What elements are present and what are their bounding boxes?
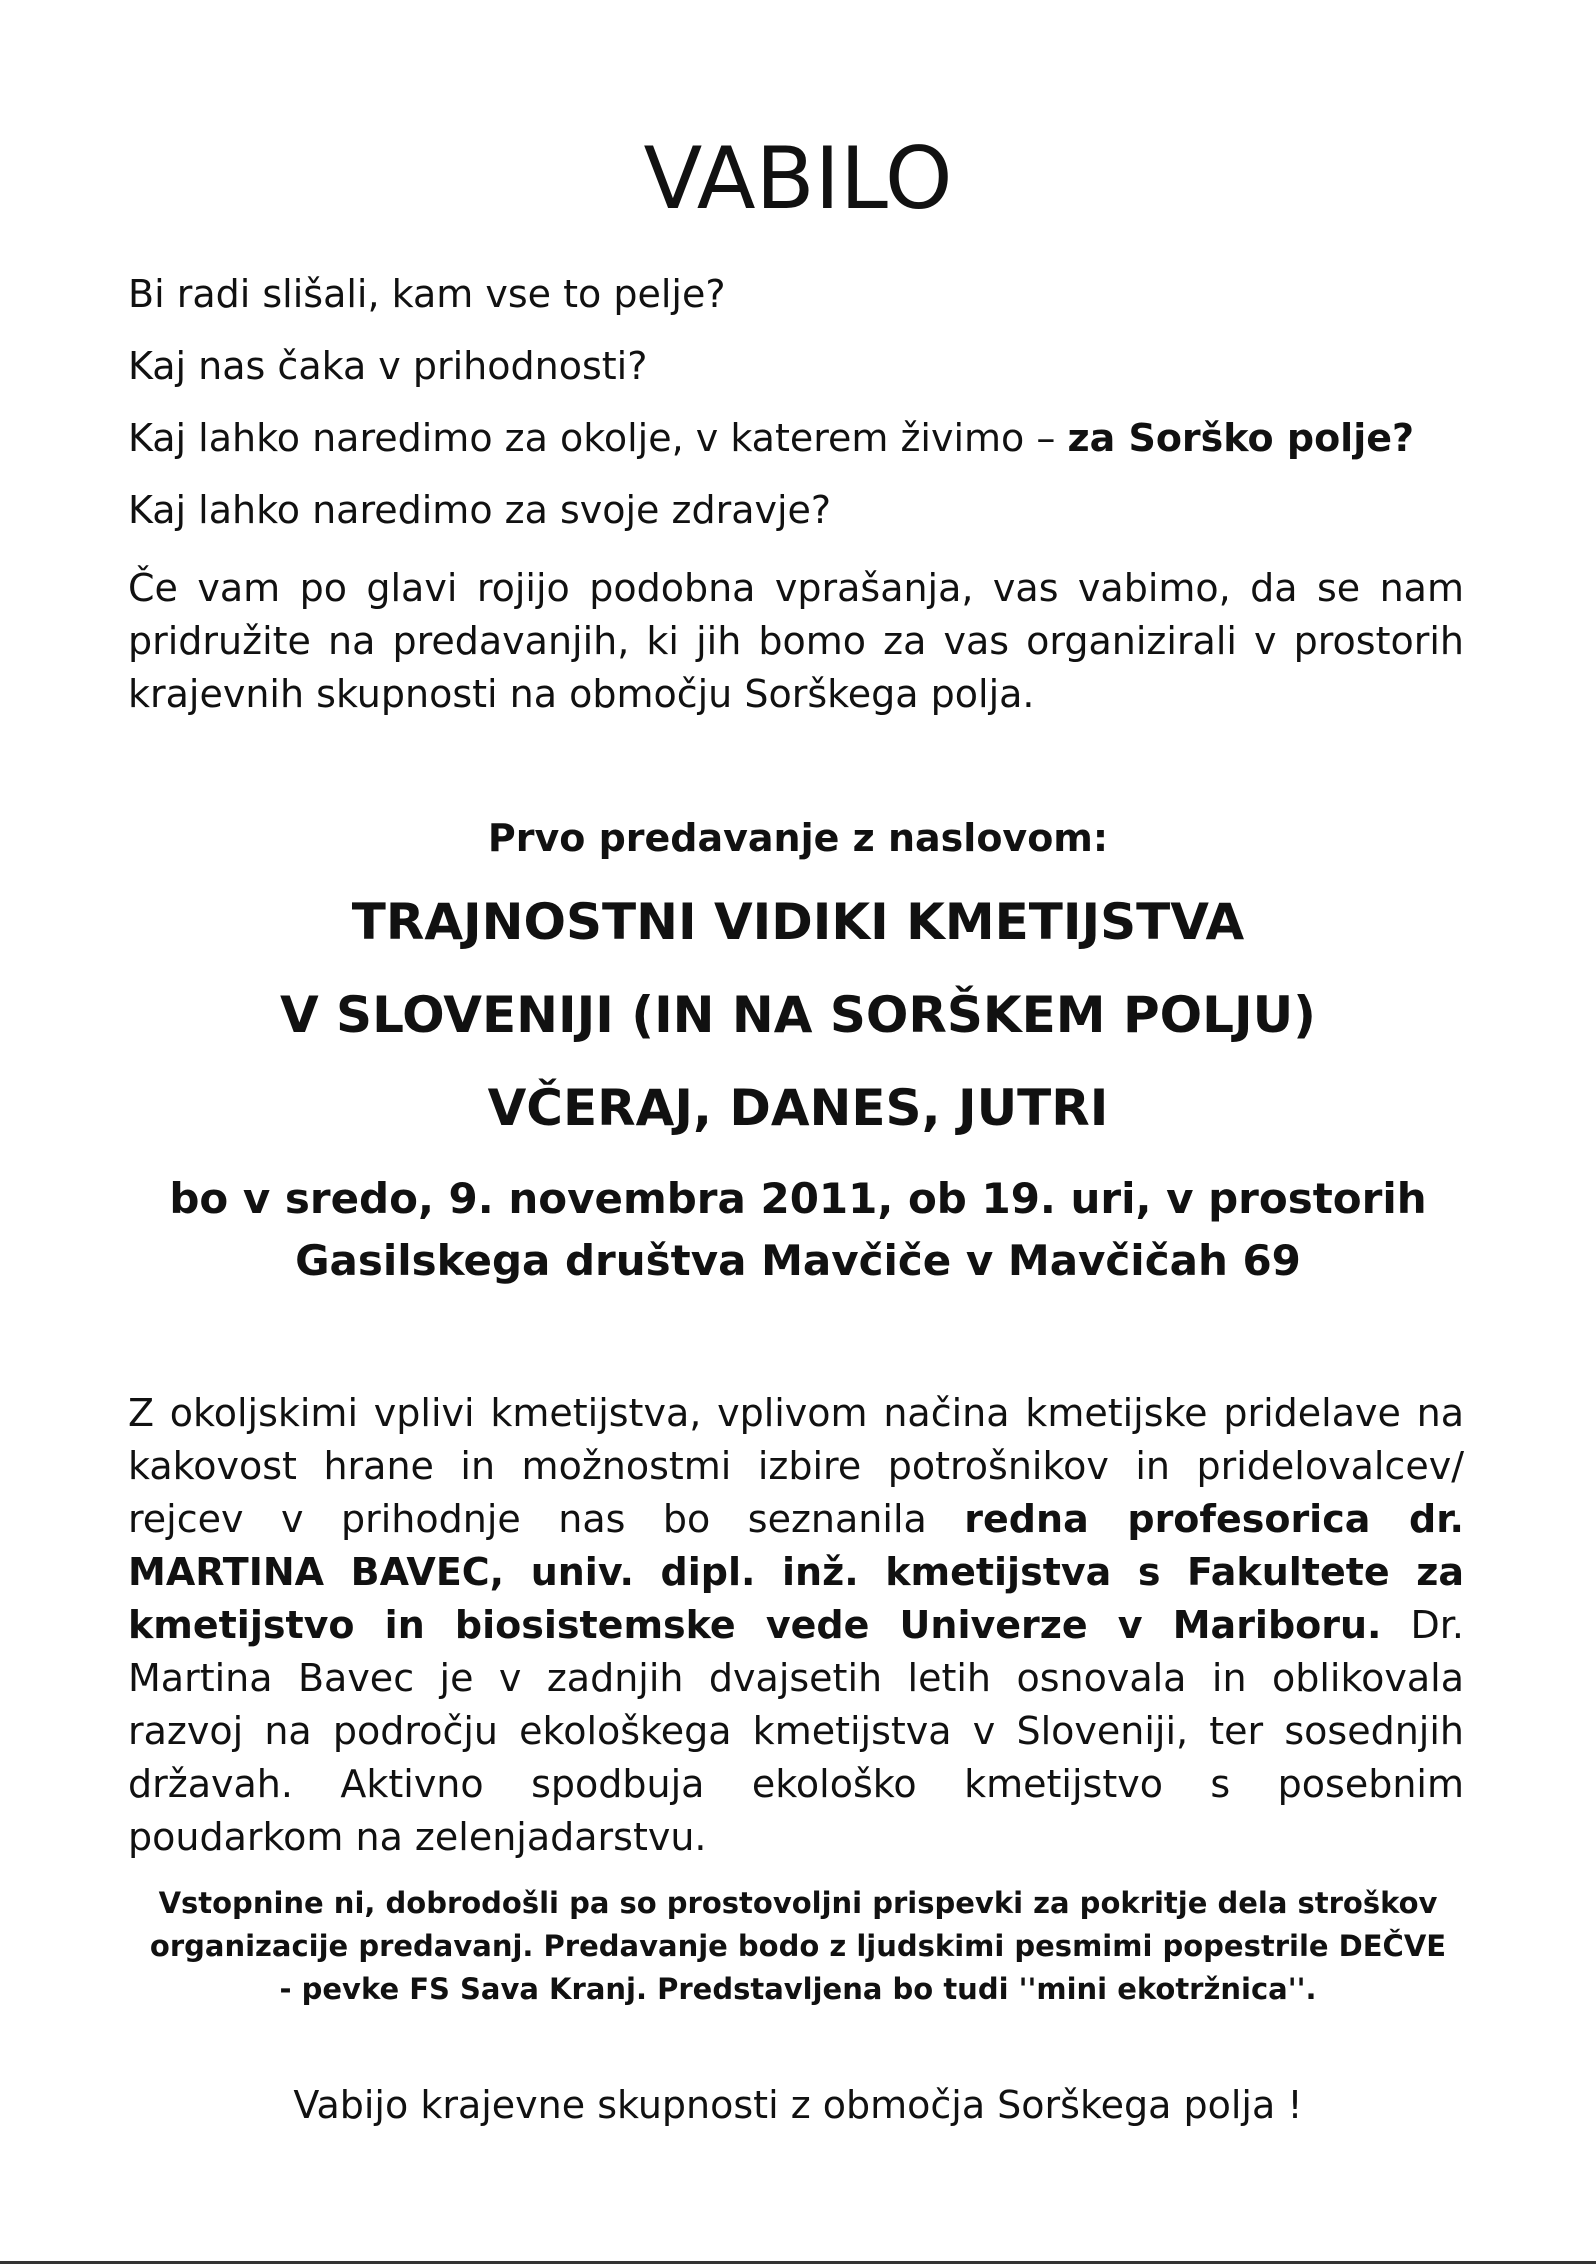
question-1: Bi radi slišali, kam vse to pelje? — [128, 272, 726, 316]
question-3 — [128, 416, 1464, 462]
speaker-paragraph-intro: Z okoljskimi vplivi kmetijstva, vplivom načina kmetijske pridelave na kakovost hrane in možnostmi izbire potrošnikov in pridelovalcev/ rejcev v prihodnje nas bo seznanila — [128, 1391, 1464, 1541]
question-4: Kaj lahko naredimo za svoje zdravje? — [128, 488, 832, 532]
entry-note: Vstopnine ni, dobrodošli pa so prostovoljni prispevki za pokritje dela stroškov organizacije predavanj. Predavanje bodo z ljudskimi pesmimi popestrile DEČVE - pevke FS Sava Kranj. Predstavljena bo tudi ''mini ekotržnica''. — [149, 1886, 1447, 2006]
bottom-border-line — [0, 2261, 1596, 2264]
lecture-title-line-3: VČERAJ, DANES, JUTRI — [487, 1079, 1109, 1137]
lecture-title-line-1: TRAJNOSTNI VIDIKI KMETIJSTVA — [351, 893, 1245, 951]
speaker-paragraph-bio: Dr. Martina Bavec je v zadnjih dvajsetih letih osnovala in oblikovala razvoj na področju ekološkega kmetijstva v Sloveniji, ter sosednjih državah. Aktivno spodbuja ekološko kmetijstvo s posebnim poudarkom na zelenjadarstvu. — [128, 1603, 1464, 1859]
speaker-name: redna profesorica dr. MARTINA BAVEC, univ. dipl. inž. kmetijstva s Fakultete za kmetijstvo in biosistemske vede Univerze v Mariboru. — [128, 1497, 1464, 1647]
lecture-title-line-2: V SLOVENIJI (IN NA SORŠKEM POLJU) — [279, 986, 1317, 1044]
document-title: VABILO — [643, 129, 953, 229]
lecture-intro: Prvo predavanje z naslovom: — [487, 816, 1109, 860]
question-3-text: Kaj lahko naredimo za okolje, v katerem živimo – — [128, 416, 1068, 460]
speaker-paragraph — [128, 1387, 1464, 1864]
question-2: Kaj nas čaka v prihodnosti? — [128, 344, 648, 388]
question-3-bold: za Sorško polje? — [1067, 416, 1415, 460]
event-date-location: bo v sredo, 9. novembra 2011, ob 19. uri, v prostorih Gasilskega društva Mavčiče v Mavčičah 69 — [169, 1174, 1427, 1285]
closing-line: Vabijo krajevne skupnosti z območja Sorškega polja ! — [293, 2083, 1303, 2127]
intro-paragraph: Če vam po glavi rojijo podobna vprašanja, vas vabimo, da se nam pridružite na predavanjih, ki jih bomo za vas organizirali v prostorih krajevnih skupnosti na območju Sorškega polja. — [128, 566, 1464, 716]
